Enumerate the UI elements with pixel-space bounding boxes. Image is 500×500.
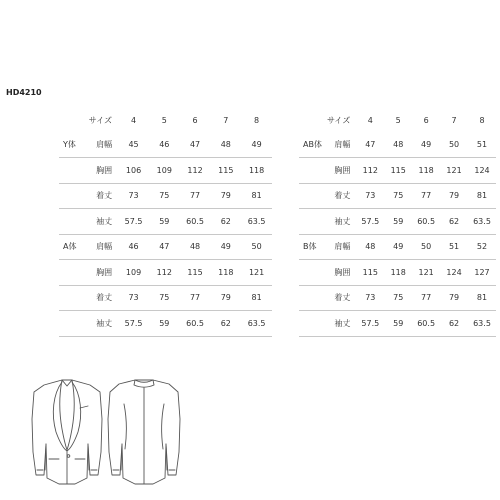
value-cell: 81 (468, 285, 496, 311)
value-cell: 49 (384, 234, 412, 260)
size-header-cell: 6 (192, 115, 198, 125)
value-cell: 45 (118, 133, 149, 158)
size-header-cell: 4 (367, 115, 373, 125)
value-cell: 60.5 (180, 209, 211, 235)
value-cell: 106 (118, 158, 149, 184)
body-type-label: B体 (299, 234, 327, 260)
value-cell: 52 (468, 234, 496, 260)
value-cell: 77 (180, 183, 211, 209)
measurement-row (299, 260, 496, 286)
jacket-front-illustration (32, 380, 102, 484)
value-cell: 49 (412, 133, 440, 158)
value-cell: 81 (241, 285, 272, 311)
value-cell: 59 (384, 311, 412, 337)
value-cell: 48 (356, 234, 384, 260)
value-cell: 77 (180, 285, 211, 311)
value-cell: 57.5 (356, 209, 384, 235)
value-cell: 62 (440, 209, 468, 235)
measurement-label: 着丈 (89, 285, 118, 311)
value-cell: 48 (384, 133, 412, 158)
value-cell: 79 (440, 285, 468, 311)
value-cell: 115 (180, 260, 211, 286)
measurement-row (299, 158, 496, 184)
value-cell: 48 (210, 133, 241, 158)
body-type-label: Y体 (59, 133, 89, 158)
measurement-row (59, 133, 272, 158)
measurement-row (299, 234, 496, 260)
value-cell: 57.5 (118, 209, 149, 235)
size-header-label: サイズ (88, 115, 113, 125)
value-cell: 63.5 (468, 311, 496, 337)
measurement-label: 胸囲 (327, 260, 356, 286)
size-header-cell: 7 (223, 115, 229, 125)
value-cell: 51 (440, 234, 468, 260)
value-cell: 79 (210, 183, 241, 209)
measurement-label: 着丈 (327, 183, 356, 209)
value-cell: 115 (210, 158, 241, 184)
value-cell: 51 (468, 133, 496, 158)
value-cell: 60.5 (412, 311, 440, 337)
value-cell: 50 (440, 133, 468, 158)
size-header-cell: 8 (479, 115, 485, 125)
value-cell: 118 (241, 158, 272, 184)
measurement-label: 肩幅 (327, 234, 356, 260)
measurement-row (299, 183, 496, 209)
value-cell: 46 (118, 234, 149, 260)
value-cell: 75 (149, 183, 180, 209)
value-cell: 79 (210, 285, 241, 311)
value-cell: 57.5 (118, 311, 149, 337)
value-cell: 81 (468, 183, 496, 209)
value-cell: 63.5 (468, 209, 496, 235)
measurement-row (59, 260, 272, 286)
measurement-row (59, 209, 272, 235)
value-cell: 59 (149, 311, 180, 337)
size-header-cell: 6 (423, 115, 429, 125)
measurement-label: 肩幅 (327, 133, 356, 158)
value-cell: 73 (118, 183, 149, 209)
measurement-row (299, 311, 496, 337)
measurement-row (299, 209, 496, 235)
measurement-label: 肩幅 (89, 133, 118, 158)
value-cell: 47 (356, 133, 384, 158)
measurement-label: 袖丈 (327, 311, 356, 337)
measurement-label: 袖丈 (89, 311, 118, 337)
value-cell: 73 (118, 285, 149, 311)
measurement-label: 着丈 (89, 183, 118, 209)
product-code: HD4210 (6, 88, 42, 97)
value-cell: 121 (241, 260, 272, 286)
measurement-label: 胸囲 (327, 158, 356, 184)
value-cell: 63.5 (241, 311, 272, 337)
value-cell: 112 (149, 260, 180, 286)
value-cell: 60.5 (180, 311, 211, 337)
measurement-row (59, 311, 272, 337)
measurement-label: 肩幅 (89, 234, 118, 260)
value-cell: 121 (440, 158, 468, 184)
measurement-label: 着丈 (327, 285, 356, 311)
measurement-row (59, 285, 272, 311)
value-cell: 115 (384, 158, 412, 184)
size-header-cell: 5 (161, 115, 167, 125)
value-cell: 109 (118, 260, 149, 286)
size-header-cell: 8 (254, 115, 260, 125)
value-cell: 73 (356, 285, 384, 311)
value-cell: 47 (149, 234, 180, 260)
measurement-label: 袖丈 (327, 209, 356, 235)
jacket-back-illustration (108, 380, 180, 484)
size-chart-left (59, 108, 272, 337)
measurement-row (299, 285, 496, 311)
value-cell: 112 (356, 158, 384, 184)
measurement-row (59, 183, 272, 209)
measurement-row (59, 158, 272, 184)
measurement-row (299, 133, 496, 158)
size-header-label: サイズ (326, 115, 351, 125)
value-cell: 124 (468, 158, 496, 184)
value-cell: 118 (210, 260, 241, 286)
value-cell: 124 (440, 260, 468, 286)
value-cell: 75 (384, 285, 412, 311)
value-cell: 47 (180, 133, 211, 158)
size-header-cell: 4 (131, 115, 137, 125)
value-cell: 50 (241, 234, 272, 260)
value-cell: 73 (356, 183, 384, 209)
value-cell: 48 (180, 234, 211, 260)
value-cell: 109 (149, 158, 180, 184)
value-cell: 77 (412, 183, 440, 209)
value-cell: 49 (241, 133, 272, 158)
value-cell: 118 (412, 158, 440, 184)
jacket-illustrations (29, 374, 199, 489)
measurement-label: 胸囲 (89, 158, 118, 184)
size-header-row (299, 108, 496, 133)
value-cell: 46 (149, 133, 180, 158)
measurement-label: 胸囲 (89, 260, 118, 286)
value-cell: 62 (210, 209, 241, 235)
value-cell: 59 (149, 209, 180, 235)
value-cell: 62 (440, 311, 468, 337)
value-cell: 75 (149, 285, 180, 311)
size-chart-right (299, 108, 496, 337)
body-type-label: AB体 (299, 133, 327, 158)
value-cell: 115 (356, 260, 384, 286)
value-cell: 127 (468, 260, 496, 286)
value-cell: 49 (210, 234, 241, 260)
value-cell: 57.5 (356, 311, 384, 337)
value-cell: 59 (384, 209, 412, 235)
value-cell: 77 (412, 285, 440, 311)
size-header-cell: 7 (451, 115, 457, 125)
measurement-row (59, 234, 272, 260)
value-cell: 81 (241, 183, 272, 209)
size-header-cell: 5 (395, 115, 401, 125)
value-cell: 79 (440, 183, 468, 209)
size-header-row (59, 108, 272, 133)
value-cell: 75 (384, 183, 412, 209)
value-cell: 121 (412, 260, 440, 286)
value-cell: 118 (384, 260, 412, 286)
value-cell: 112 (180, 158, 211, 184)
value-cell: 60.5 (412, 209, 440, 235)
measurement-label: 袖丈 (89, 209, 118, 235)
body-type-label: A体 (59, 234, 89, 260)
value-cell: 63.5 (241, 209, 272, 235)
value-cell: 62 (210, 311, 241, 337)
value-cell: 50 (412, 234, 440, 260)
